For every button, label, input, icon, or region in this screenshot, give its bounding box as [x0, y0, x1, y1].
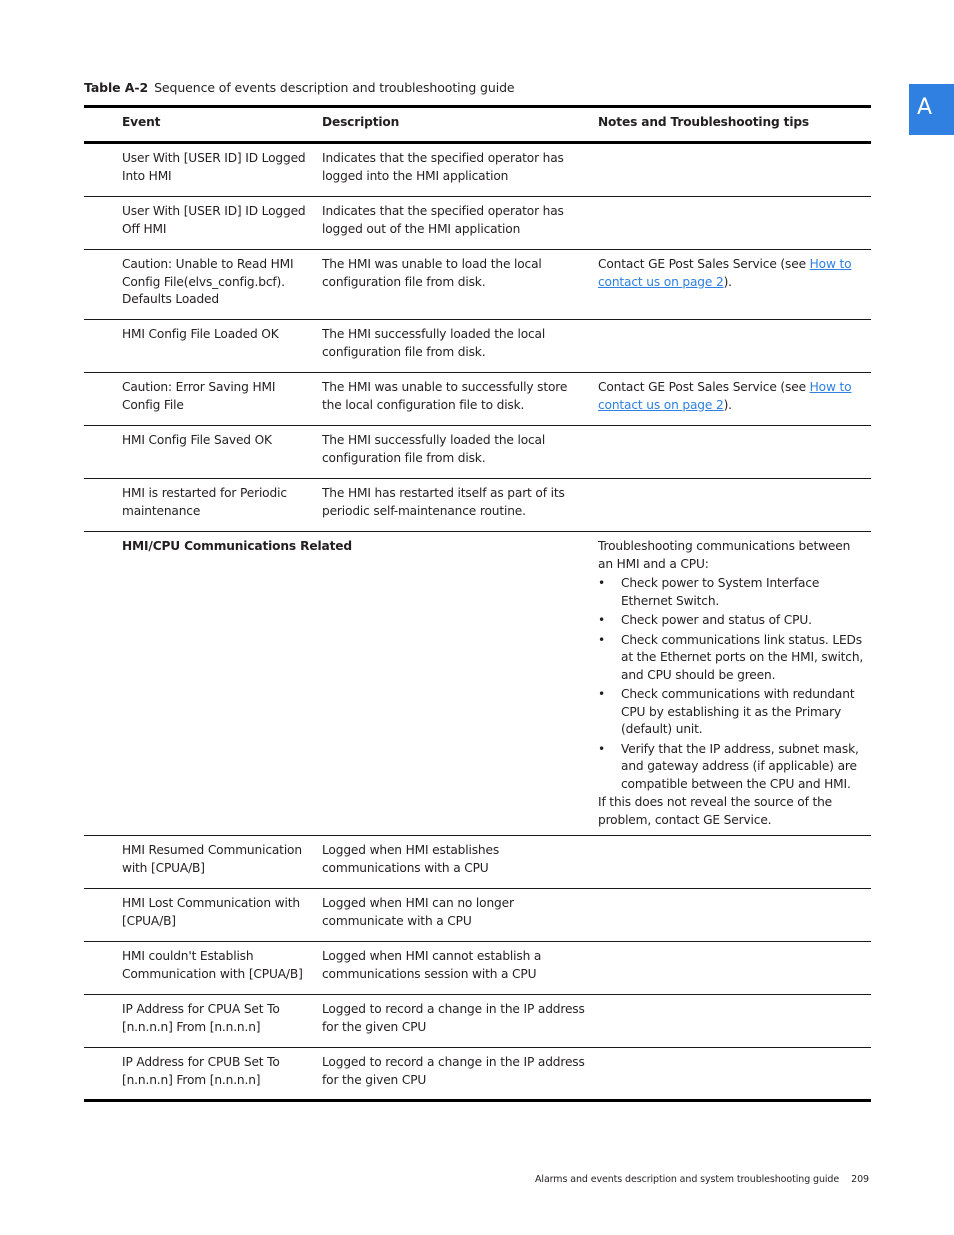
- table-row-description: Indicates that the specified operator has logged out of the HMI application: [322, 204, 564, 236]
- table-row-description: The HMI successfully loaded the local configuration file from disk.: [322, 433, 546, 465]
- bullet-icon: •: [598, 741, 606, 756]
- header-event: Event: [122, 115, 161, 129]
- bullet-text: Verify that the IP address, subnet mask, and gateway address (if applicable) are compatible between the CPU and HMI.: [621, 741, 859, 791]
- table-row-description: Logged when HMI can no longer communicate with a CPU: [322, 896, 514, 928]
- notes-text: Contact GE Post Sales Service (see: [598, 380, 810, 394]
- table-row-event: HMI Resumed Communication with [CPUA/B]: [122, 843, 302, 875]
- table-row-event: HMI Config File Loaded OK: [122, 327, 279, 341]
- header-bottom-rule: [84, 141, 871, 144]
- table-row-notes: [598, 379, 864, 414]
- table-row-notes: [598, 256, 864, 291]
- row-divider: [84, 478, 871, 479]
- table-row-event: HMI is restarted for Periodic maintenance: [122, 486, 287, 518]
- row-divider: [84, 319, 871, 320]
- table-row-event: HMI Lost Communication with [CPUA/B]: [122, 896, 300, 928]
- bullet-text: Check power to System Interface Ethernet Switch.: [621, 576, 820, 608]
- row-divider: [84, 1047, 871, 1048]
- header-description: Description: [322, 115, 400, 129]
- row-divider: [84, 531, 871, 532]
- table-row-event: User With [USER ID] ID Logged Off HMI: [122, 204, 306, 236]
- bullet-text: Check communications with redundant CPU by establishing it as the Primary (default) unit.: [621, 687, 855, 736]
- table-row-description: Indicates that the specified operator has logged into the HMI application: [322, 151, 564, 183]
- row-divider: [84, 994, 871, 995]
- bullet-item: [598, 632, 864, 685]
- table-row-event: Caution: Unable to Read HMI Config File(elvs_config.bcf). Defaults Loaded: [122, 257, 294, 306]
- table-row-description: Logged to record a change in the IP address for the given CPU: [322, 1002, 585, 1034]
- notes-outro: If this does not reveal the source of the problem, contact GE Service.: [598, 795, 832, 827]
- bullet-text: Check power and status of CPU.: [621, 613, 812, 627]
- table-row-description: Logged when HMI cannot establish a communications session with a CPU: [322, 949, 542, 981]
- row-divider: [84, 888, 871, 889]
- page-footer: [535, 1174, 869, 1185]
- bullet-icon: •: [598, 613, 606, 627]
- table-row-description: Logged when HMI establishes communications with a CPU: [322, 843, 500, 875]
- bullet-icon: •: [598, 632, 606, 647]
- bullet-item: [598, 575, 864, 610]
- bullet-icon: •: [598, 576, 606, 590]
- section-heading: HMI/CPU Communications Related: [122, 539, 352, 553]
- contact-us-link[interactable]: How to contact us on page 2: [598, 380, 852, 412]
- appendix-tab-marker: A: [909, 84, 954, 135]
- bullet-item: [598, 612, 864, 630]
- table-bottom-rule: [84, 1099, 871, 1102]
- footer-title: Alarms and events description and system troubleshooting guide: [535, 1174, 840, 1185]
- row-divider: [84, 249, 871, 250]
- table-top-rule: [84, 105, 871, 108]
- table-row-event: User With [USER ID] ID Logged Into HMI: [122, 151, 306, 183]
- table-row-description: The HMI successfully loaded the local configuration file from disk.: [322, 327, 546, 359]
- table-row-event: HMI couldn't Establish Communication with [CPUA/B]: [122, 949, 303, 981]
- row-divider: [84, 835, 871, 836]
- table-row-description: Logged to record a change in the IP address for the given CPU: [322, 1055, 585, 1087]
- table-caption: [84, 80, 515, 95]
- table-row-description: The HMI was unable to load the local configuration file from disk.: [322, 257, 542, 289]
- row-divider: [84, 425, 871, 426]
- table-row-description: The HMI has restarted itself as part of its periodic self-maintenance routine.: [322, 486, 565, 518]
- notes-intro: Troubleshooting communications between an HMI and a CPU:: [598, 539, 851, 571]
- bullet-item: [598, 686, 864, 739]
- table-row-event: Caution: Error Saving HMI Config File: [122, 380, 276, 412]
- bullet-icon: •: [598, 687, 606, 701]
- row-divider: [84, 941, 871, 942]
- notes-text: Contact GE Post Sales Service (see: [598, 257, 810, 271]
- troubleshooting-notes: [598, 538, 864, 829]
- header-notes: Notes and Troubleshooting tips: [598, 115, 810, 129]
- table-number: Table A-2: [84, 80, 149, 95]
- table-title: Sequence of events description and troubleshooting guide: [154, 80, 515, 95]
- contact-us-link[interactable]: How to contact us on page 2: [598, 257, 852, 289]
- table-row-description: The HMI was unable to successfully store the local configuration file to disk.: [322, 380, 568, 412]
- table-row-event: IP Address for CPUA Set To [n.n.n.n] From [n.n.n.n]: [122, 1002, 280, 1034]
- row-divider: [84, 196, 871, 197]
- notes-text: ).: [723, 397, 732, 412]
- table-row-event: HMI Config File Saved OK: [122, 433, 272, 447]
- row-divider: [84, 372, 871, 373]
- notes-text: ).: [723, 274, 732, 289]
- page-number: 209: [851, 1174, 869, 1185]
- bullet-text: Check communications link status. LEDs at the Ethernet ports on the HMI, switch, and CPU should be green.: [621, 632, 864, 682]
- bullet-item: [598, 741, 864, 794]
- table-row-event: IP Address for CPUB Set To [n.n.n.n] From [n.n.n.n]: [122, 1055, 280, 1087]
